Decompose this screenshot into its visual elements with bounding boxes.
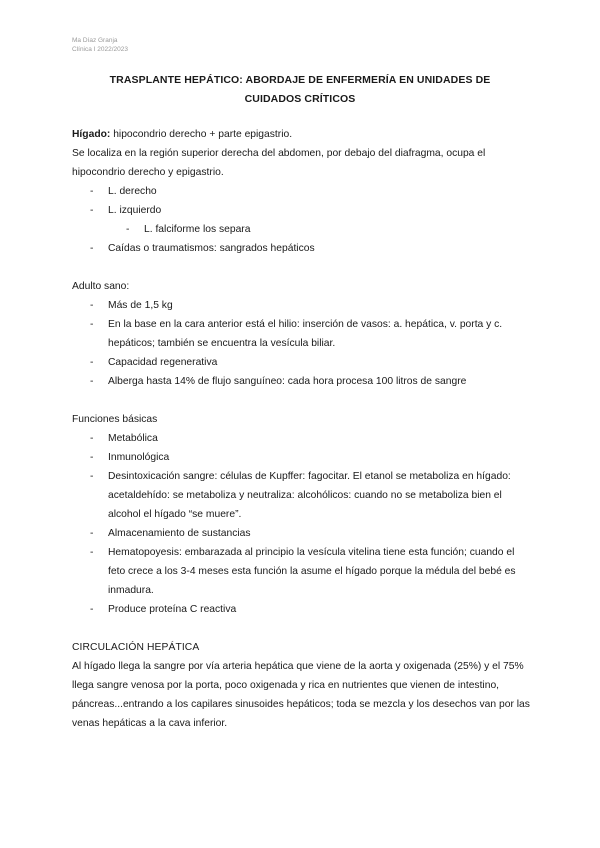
section-adulto-sano <box>72 277 532 391</box>
higado-list <box>72 182 532 258</box>
circulacion-heading: CIRCULACIÓN HEPÁTICA <box>72 642 200 653</box>
document-header <box>72 36 128 54</box>
nested-list <box>108 220 532 239</box>
list-item: - Más de 1,5 kg <box>72 296 532 315</box>
list-item: - Produce proteína C reactiva <box>72 600 532 619</box>
nested-list-item: - L. falciforme los separa <box>108 220 532 239</box>
list-item <box>72 201 532 239</box>
list-item: - Alberga hasta 14% de flujo sanguíneo: cada hora procesa 100 litros de sangre <box>72 372 532 391</box>
higado-summary-text: hipocondrio derecho + parte epigastrio. <box>110 129 293 140</box>
list-item: - Hematopoyesis: embarazada al principio la vesícula vitelina tiene esta función; cuando el feto crece a los 3-4 meses esta función la asume el hígado porque la médula del bebé es inmadura. <box>72 543 532 600</box>
section-funciones <box>72 410 532 619</box>
section-circulacion <box>72 638 532 733</box>
list-item: - En la base en la cara anterior está el hilio: inserción de vasos: a. hepática, v. porta y c. hepáticos; también se encuentra la vesícula biliar. <box>72 315 532 353</box>
list-item: - Almacenamiento de sustancias <box>72 524 532 543</box>
higado-description: Se localiza en la región superior derecha del abdomen, por debajo del diafragma, ocupa el hipocondrio derecho y epigastrio. <box>72 148 486 178</box>
higado-label: Hígado: <box>72 129 111 140</box>
spacer <box>72 391 532 410</box>
circulacion-text: Al hígado llega la sangre por vía arteria hepática que viene de la aorta y oxigenada (25%) y el 75% llega sangre venosa por la porta, poco oxigenada y rica en nutrientes que vienen de intestino, páncreas...entrando a los capilares sinusoides hepáticos; toda se mezcla y los desechos van por las venas hepáticas a la cava inferior. <box>72 661 530 729</box>
adulto-list <box>72 296 532 391</box>
list-item: - Inmunológica <box>72 448 532 467</box>
document-body <box>72 125 532 733</box>
higado-summary <box>72 125 532 144</box>
list-item: - Metabólica <box>72 429 532 448</box>
title-line-2: CUIDADOS CRÍTICOS <box>244 93 356 105</box>
spacer <box>72 619 532 638</box>
document-title <box>72 71 528 109</box>
list-item: - Desintoxicación sangre: células de Kupffer: fagocitar. El etanol se metaboliza en hígado: acetaldehído: se metaboliza y neutraliza: alcohólicos: cuando no se metaboliza bien el alcohol el hígado “se muere”. <box>72 467 532 524</box>
spacer <box>72 258 532 277</box>
adulto-heading: Adulto sano: <box>72 281 130 292</box>
list-item: - L. derecho <box>72 182 532 201</box>
funciones-heading: Funciones básicas <box>72 414 158 425</box>
course-name: Clínica I 2022/2023 <box>72 46 129 53</box>
list-item: - Caídas o traumatismos: sangrados hepáticos <box>72 239 532 258</box>
author-name: Ma Díaz Granja <box>72 37 118 44</box>
section-higado <box>72 125 532 258</box>
list-item-text: L. izquierdo <box>108 205 162 216</box>
list-item: - Capacidad regenerativa <box>72 353 532 372</box>
title-line-1: TRASPLANTE HEPÁTICO: ABORDAJE DE ENFERMERÍA EN UNIDADES DE <box>109 74 491 86</box>
funciones-list <box>72 429 532 619</box>
